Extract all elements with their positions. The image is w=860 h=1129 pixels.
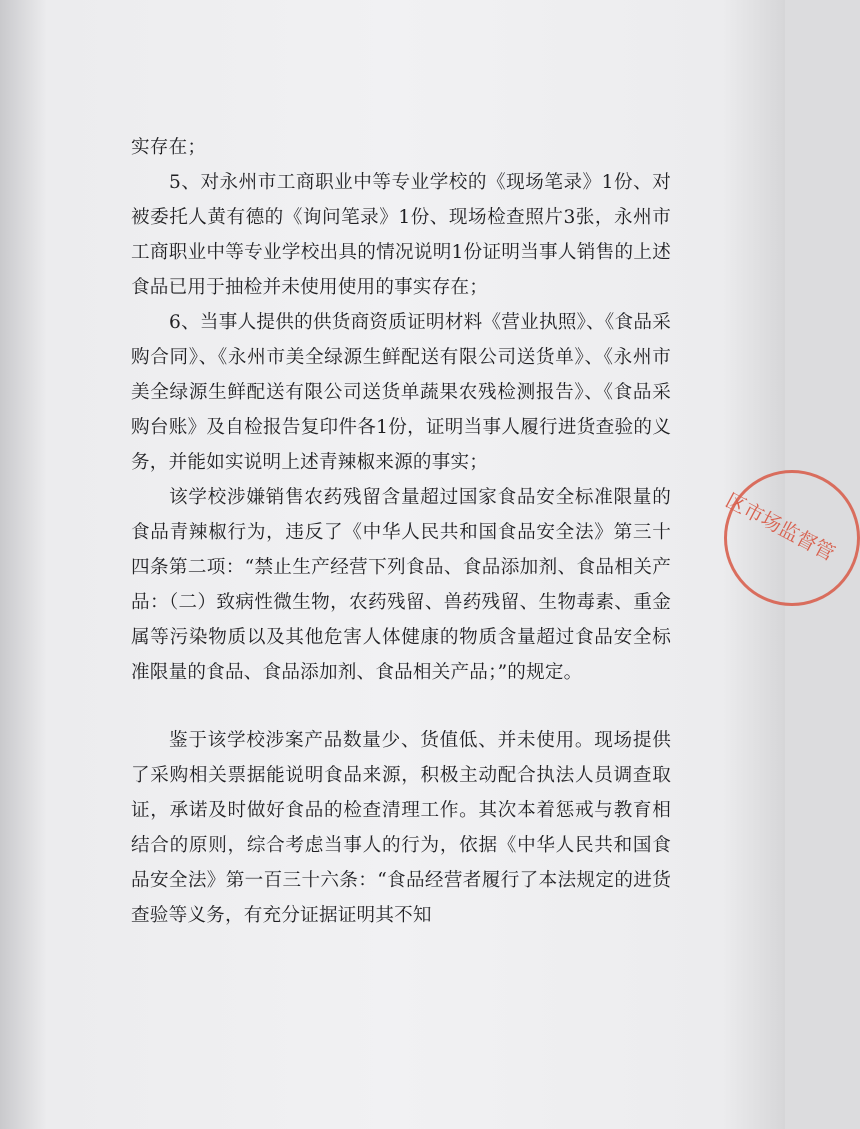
document-body <box>131 130 671 933</box>
paragraph-3: 6、当事人提供的供货商资质证明材料《营业执照》、《食品采购合同》、《永州市美全绿源生鲜配送有限公司送货单》、《永州市美全绿源生鲜配送有限公司送货单蔬果农残检测报告》、《食品采购台账》及自检报告复印件各1份，证明当事人履行进货查验的义务，并能如实说明上述青辣椒来源的事实； <box>131 312 671 473</box>
paragraph-2: 5、对永州市工商职业中等专业学校的《现场笔录》1份、对被委托人黄有德的《询问笔录》1份、现场检查照片3张，永州市工商职业中等专业学校出具的情况说明1份证明当事人销售的上述食品已用于抽检并未使用使用的事实存在； <box>131 172 671 298</box>
paragraph-4: 该学校涉嫌销售农药残留含量超过国家食品安全标准限量的食品青辣椒行为，违反了《中华人民共和国食品安全法》第三十四条第二项：“禁止生产经营下列食品、食品添加剂、食品相关产品：（二）致病性微生物，农药残留、兽药残留、生物毒素、重金属等污染物质以及其他危害人体健康的物质含量超过食品安全标准限量的食品、食品添加剂、食品相关产品；”的规定。 <box>131 487 671 683</box>
paragraph-1: 实存在； <box>131 137 207 158</box>
paragraph-5: 鉴于该学校涉案产品数量少、货值低、并未使用。现场提供了采购相关票据能说明食品来源，积极主动配合执法人员调查取证，承诺及时做好食品的检查清理工作。其次本着惩戒与教育相结合的原则，综合考虑当事人的行为，依据《中华人民共和国食品安全法》第一百三十六条：“食品经营者履行了本法规定的进货查验等义务，有充分证据证明其不知 <box>131 730 671 926</box>
seal-text: 区市场监督管 <box>721 488 839 566</box>
